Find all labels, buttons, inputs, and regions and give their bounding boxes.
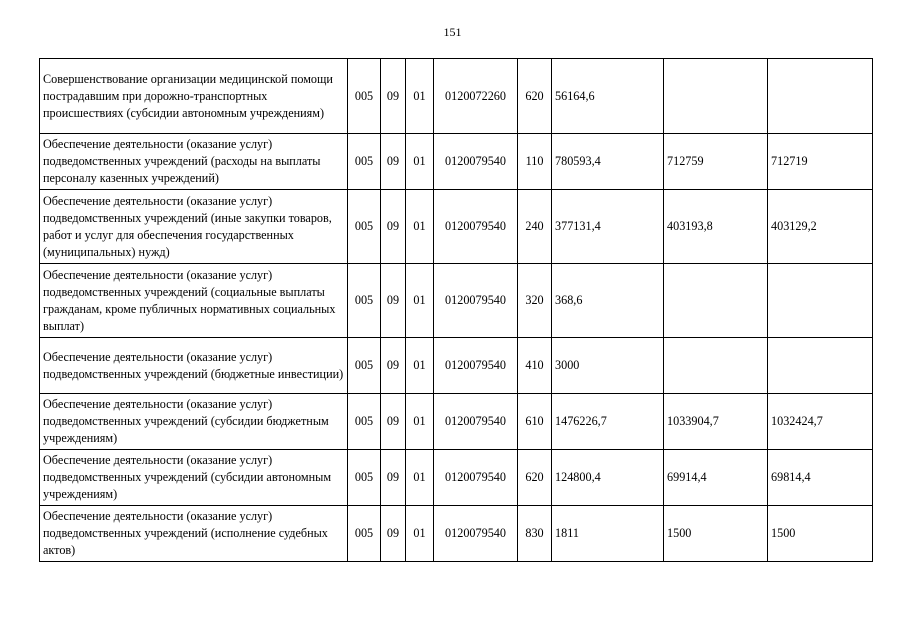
item-description-cell: Обеспечение деятельности (оказание услуг) подведомственных учреждений (иные закупки товаров, работ и услуг для обеспечения государственных (муниципальных) нужд): [40, 190, 348, 264]
expense-type-code-cell: 620: [518, 59, 552, 134]
table-row: [40, 264, 873, 338]
section-code-cell: 09: [381, 338, 406, 394]
target-article-code-cell: 0120079540: [434, 338, 518, 394]
section-code-cell: 09: [381, 59, 406, 134]
amount-year-1-cell: 3000: [552, 338, 664, 394]
amount-year-3-cell: 403129,2: [768, 190, 873, 264]
expense-type-code-cell: 320: [518, 264, 552, 338]
budget-table: [39, 58, 873, 562]
expense-type-code-cell: 830: [518, 506, 552, 562]
amount-year-2-cell: 403193,8: [664, 190, 768, 264]
amount-year-2-cell: [664, 264, 768, 338]
amount-year-3-cell: 712719: [768, 134, 873, 190]
item-description-cell: Обеспечение деятельности (оказание услуг) подведомственных учреждений (бюджетные инвестиции): [40, 338, 348, 394]
amount-year-3-cell: [768, 264, 873, 338]
amount-year-2-cell: 69914,4: [664, 450, 768, 506]
ministry-code-cell: 005: [348, 190, 381, 264]
section-code-cell: 09: [381, 190, 406, 264]
subsection-code-cell: 01: [406, 450, 434, 506]
section-code-cell: 09: [381, 264, 406, 338]
amount-year-1-cell: 368,6: [552, 264, 664, 338]
subsection-code-cell: 01: [406, 134, 434, 190]
section-code-cell: 09: [381, 450, 406, 506]
amount-year-1-cell: 1811: [552, 506, 664, 562]
target-article-code-cell: 0120079540: [434, 506, 518, 562]
section-code-cell: 09: [381, 506, 406, 562]
amount-year-1-cell: 56164,6: [552, 59, 664, 134]
expense-type-code-cell: 410: [518, 338, 552, 394]
subsection-code-cell: 01: [406, 59, 434, 134]
amount-year-1-cell: 377131,4: [552, 190, 664, 264]
table-row: [40, 450, 873, 506]
target-article-code-cell: 0120079540: [434, 134, 518, 190]
expense-type-code-cell: 620: [518, 450, 552, 506]
table-row: [40, 134, 873, 190]
ministry-code-cell: 005: [348, 264, 381, 338]
target-article-code-cell: 0120079540: [434, 190, 518, 264]
table-row: [40, 506, 873, 562]
amount-year-3-cell: 1032424,7: [768, 394, 873, 450]
subsection-code-cell: 01: [406, 506, 434, 562]
section-code-cell: 09: [381, 394, 406, 450]
table-row: [40, 190, 873, 264]
expense-type-code-cell: 610: [518, 394, 552, 450]
amount-year-3-cell: 1500: [768, 506, 873, 562]
table-body: [40, 59, 873, 562]
amount-year-2-cell: [664, 59, 768, 134]
item-description-cell: Обеспечение деятельности (оказание услуг) подведомственных учреждений (социальные выплаты гражданам, кроме публичных нормативных социальных выплат): [40, 264, 348, 338]
target-article-code-cell: 0120079540: [434, 450, 518, 506]
item-description-cell: Обеспечение деятельности (оказание услуг) подведомственных учреждений (субсидии бюджетным учреждениям): [40, 394, 348, 450]
target-article-code-cell: 0120079540: [434, 394, 518, 450]
table-row: [40, 338, 873, 394]
table-row: [40, 394, 873, 450]
expense-type-code-cell: 240: [518, 190, 552, 264]
ministry-code-cell: 005: [348, 59, 381, 134]
amount-year-3-cell: [768, 59, 873, 134]
table-row: [40, 59, 873, 134]
target-article-code-cell: 0120079540: [434, 264, 518, 338]
ministry-code-cell: 005: [348, 506, 381, 562]
ministry-code-cell: 005: [348, 134, 381, 190]
item-description-cell: Обеспечение деятельности (оказание услуг) подведомственных учреждений (субсидии автономным учреждениям): [40, 450, 348, 506]
ministry-code-cell: 005: [348, 394, 381, 450]
amount-year-2-cell: 1033904,7: [664, 394, 768, 450]
amount-year-3-cell: 69814,4: [768, 450, 873, 506]
subsection-code-cell: 01: [406, 190, 434, 264]
expense-type-code-cell: 110: [518, 134, 552, 190]
ministry-code-cell: 005: [348, 450, 381, 506]
subsection-code-cell: 01: [406, 264, 434, 338]
amount-year-3-cell: [768, 338, 873, 394]
page-number: 151: [443, 25, 462, 39]
subsection-code-cell: 01: [406, 394, 434, 450]
item-description-cell: Обеспечение деятельности (оказание услуг) подведомственных учреждений (исполнение судебных актов): [40, 506, 348, 562]
target-article-code-cell: 0120072260: [434, 59, 518, 134]
amount-year-1-cell: 124800,4: [552, 450, 664, 506]
amount-year-2-cell: 1500: [664, 506, 768, 562]
item-description-cell: Обеспечение деятельности (оказание услуг) подведомственных учреждений (расходы на выплаты персоналу казенных учреждений): [40, 134, 348, 190]
amount-year-1-cell: 1476226,7: [552, 394, 664, 450]
ministry-code-cell: 005: [348, 338, 381, 394]
section-code-cell: 09: [381, 134, 406, 190]
amount-year-2-cell: [664, 338, 768, 394]
amount-year-1-cell: 780593,4: [552, 134, 664, 190]
subsection-code-cell: 01: [406, 338, 434, 394]
item-description-cell: Совершенствование организации медицинской помощи пострадавшим при дорожно-транспортных происшествиях (субсидии автономным учреждениям): [40, 59, 348, 134]
amount-year-2-cell: 712759: [664, 134, 768, 190]
